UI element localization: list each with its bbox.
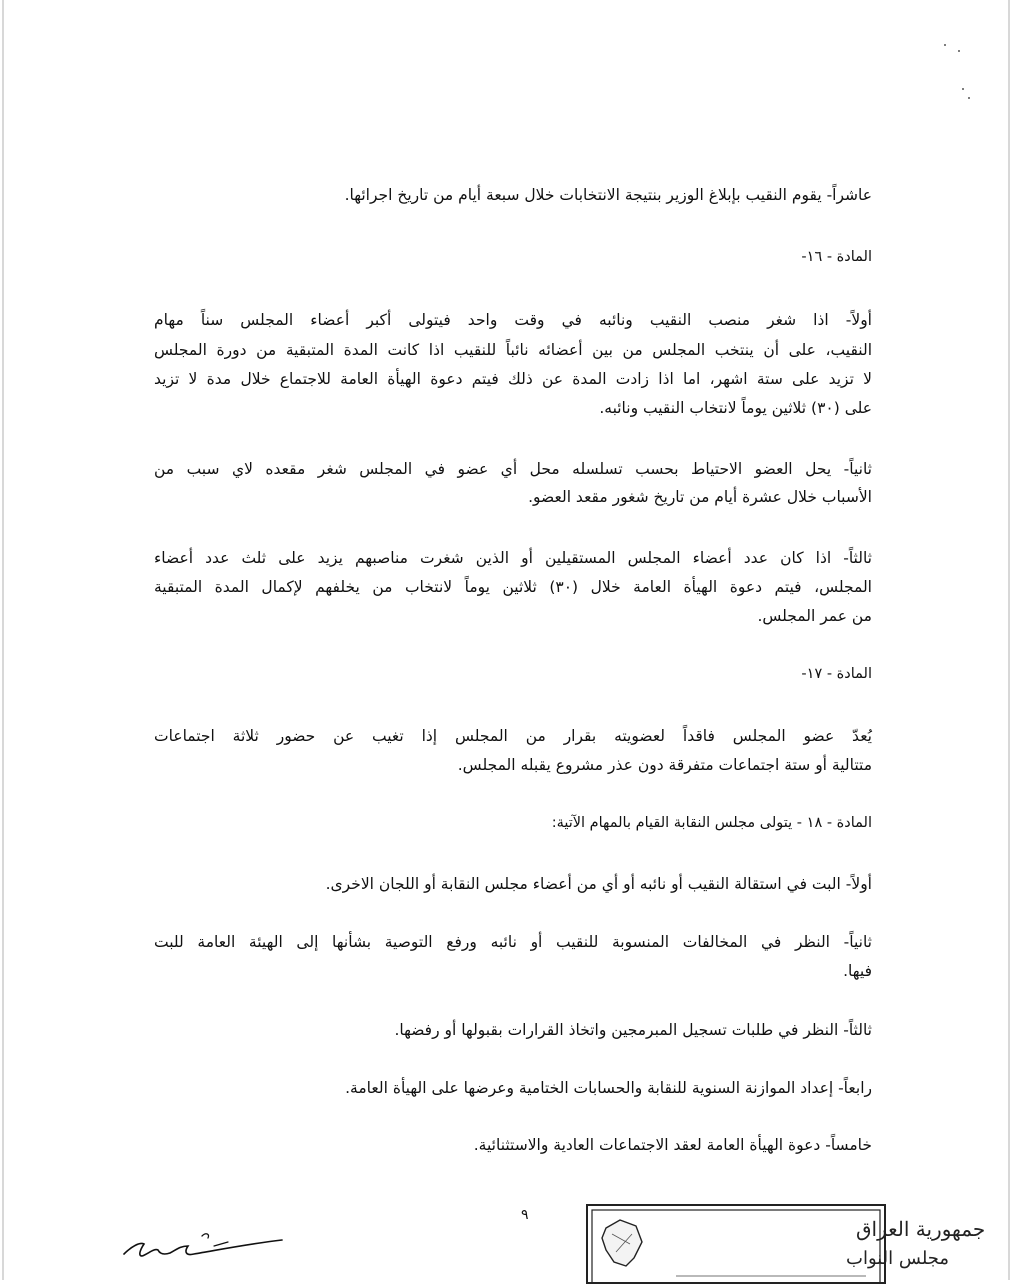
map-emblem-icon — [602, 1220, 642, 1266]
article-16-clause-2-line: الأسباب خلال عشرة أيام من تاريخ شغور مقعد العضو. — [528, 488, 872, 506]
page-edge-left — [2, 0, 4, 1280]
article-17-heading: المادة - ١٧- — [801, 666, 872, 682]
article-18-clause-3: ثالثاً- النظر في طلبات تسجيل المبرمجين واتخاذ القرارات بقبولها أو رفضها. — [394, 1021, 872, 1039]
article-16-clause-3-line: من عمر المجلس. — [757, 607, 872, 625]
article-16-heading: المادة - ١٦- — [801, 249, 872, 265]
article-16-clause-1-line: على (٣٠) ثلاثين يوماً لانتخاب النقيب ونائبه. — [599, 399, 872, 417]
article-18-clause-2-line: فيها. — [843, 962, 872, 980]
article-16-clause-1-line: أولاً- اذا شغر منصب النقيب ونائبه في وقت واحد فيتولى أكبر أعضاء المجلس سناً مهام — [154, 311, 872, 329]
page-number: ٩ — [521, 1207, 529, 1223]
article-16-clause-3-line: المجلس، فيتم دعوة الهيأة العامة خلال (٣٠) ثلاثين يوماً لانتخاب من يخلفهم لإكمال المدة المتبقية — [154, 578, 872, 596]
clause-tenth: عاشراً- يقوم النقيب بإبلاغ الوزير بنتيجة الانتخابات خلال سبعة أيام من تاريخ اجرائها. — [344, 186, 872, 204]
article-18-clause-5: خامساً- دعوة الهيأة العامة لعقد الاجتماعات العادية والاستثنائية. — [473, 1136, 872, 1154]
article-16-clause-3-line: ثالثاً- اذا كان عدد أعضاء المجلس المستقيلين أو الذين شغرت مناصبهم يزيد على ثلث عدد أعضاء — [154, 549, 872, 567]
article-16-clause-1-line: النقيب، على أن ينتخب المجلس من بين أعضائه نائباً للنقيب اذا كانت المدة المتبقية من دورة المجلس — [154, 341, 872, 359]
article-17-text-line: متتالية أو ستة اجتماعات متفرقة دون عذر مشروع يقبله المجلس. — [457, 756, 872, 774]
article-17-text-line: يُعدّ عضو المجلس فاقداً لعضويته بقرار من المجلس إذا تغيب عن حضور ثلاثة اجتماعات — [154, 727, 872, 745]
scan-speck — [962, 88, 964, 90]
article-18-heading: المادة - ١٨ - يتولى مجلس النقابة القيام بالمهام الآتية: — [551, 815, 872, 831]
scan-speck — [958, 50, 960, 52]
article-18-clause-2-line: ثانياً- النظر في المخالفات المنسوبة للنقيب أو نائبه ورفع التوصية بشأنها إلى الهيئة العامة للبت — [154, 933, 872, 951]
page-edge-right — [1008, 0, 1010, 1280]
official-stamp — [586, 1204, 986, 1284]
handwritten-signature — [118, 1228, 288, 1264]
stamp-line-2: مجلس النواب — [846, 1248, 950, 1269]
article-16-clause-1-line: لا تزيد على ستة اشهر، اما اذا زادت المدة عن ذلك فيتم دعوة الهيأة العامة للاجتماع خلال مدة لا تزيد — [154, 370, 872, 388]
scan-speck — [968, 97, 970, 99]
article-18-clause-4: رابعاً- إعداد الموازنة السنوية للنقابة والحسابات الختامية وعرضها على الهيأة العامة. — [345, 1079, 872, 1097]
scan-speck — [944, 44, 946, 46]
article-16-clause-2-line: ثانياً- يحل العضو الاحتياط بحسب تسلسله محل أي عضو في المجلس شغر مقعده لاي سبب من — [154, 460, 872, 478]
stamp-line-1: جمهورية العراق — [856, 1217, 986, 1241]
article-18-clause-1: أولاً- البت في استقالة النقيب أو نائبه أو أي من أعضاء مجلس النقابة أو اللجان الاخرى. — [325, 875, 872, 893]
